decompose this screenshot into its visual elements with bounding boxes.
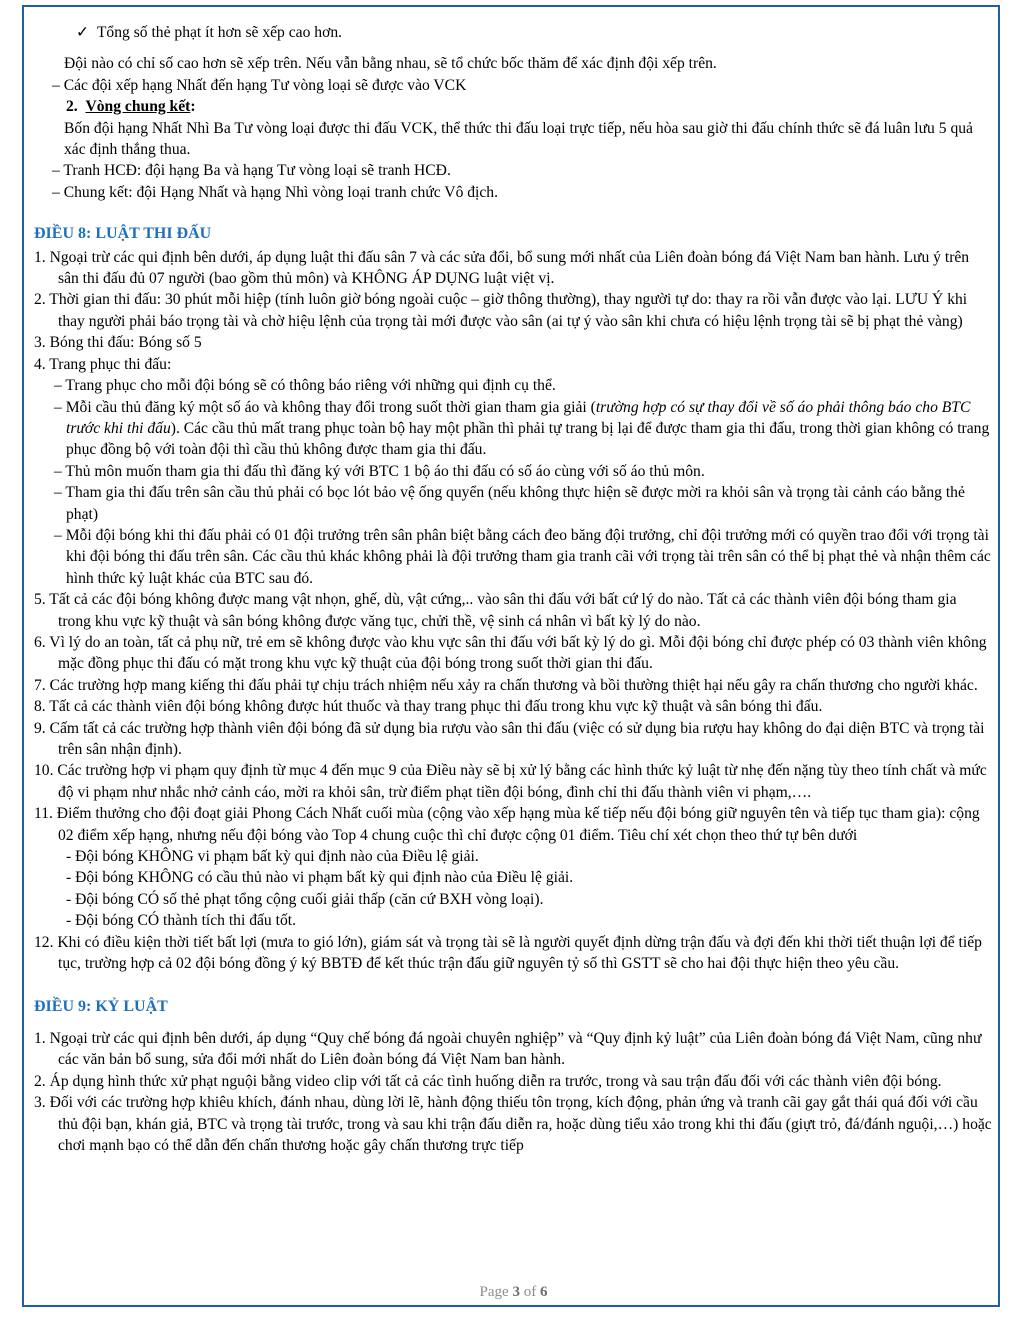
criteria-item-4: - Đội bóng CÓ thành tích thi đấu tốt. xyxy=(66,912,296,930)
ranking-note: Đội nào có chỉ số cao hơn sẽ xếp trên. Nếu vẫn bằng nhau, sẽ tổ chức bốc thăm để xác định đội xếp trên. xyxy=(64,55,717,73)
art9-item-1: 1. Ngoại trừ các qui định bên dưới, áp dụng “Quy chế bóng đá ngoài chuyên nghiệp” và “Quy định kỷ luật” của Liên đoàn bóng đá Việt Nam, cũng như các văn bản bổ sung, sửa đổi mới nhất do Liên đoàn bóng đá Việt Nam ban hành. xyxy=(34,1029,982,1069)
art8-item-1: 1. Ngoại trừ các qui định bên dưới, áp dụng luật thi đấu sân 7 và các sửa đổi, bổ sung mới nhất của Liên đoàn bóng đá Việt Nam ban hành. Lưu ý trên sân thi đấu đủ 07 người (bao gồm thủ môn) và KHÔNG ÁP DỤNG luật việt vị. xyxy=(34,248,970,288)
footer-page-number: 3 xyxy=(512,1284,520,1300)
art8-item-9: 9. Cấm tất cả các trường hợp thành viên đội bóng đã sử dụng bia rượu vào sân thi đấu (việc có sử dụng bia rượu hay không do đại diện BTC và trọng tài trên sân nhận định). xyxy=(34,719,985,758)
subheading-title: Vòng chung kết xyxy=(85,98,191,116)
checkmark-icon: ✓ xyxy=(76,24,90,41)
art8-item-11: 11. Điểm thưởng cho đội đoạt giải Phong Cách Nhất cuối mùa (cộng vào xếp hạng mùa kế tiếp nếu đội bóng giữ nguyên tên và tiếp tục tham gia): cộng 02 điểm xếp hạng, nhưng nếu đội bóng vào Top 4 chung cuộc thì chỉ được cộng 01 điểm. Tiêu chí xét chọn theo thứ tự bên dưới xyxy=(34,805,980,844)
subheading-colon: : xyxy=(190,98,196,116)
uniform-item-2 xyxy=(34,397,992,461)
page-footer xyxy=(0,1284,1027,1301)
article-8-heading: ĐIỀU 8: LUẬT THI ĐẤU xyxy=(34,225,212,243)
art9-item-3: 3. Đối với các trường hợp khiêu khích, đánh nhau, dùng lời lẽ, hành động thiếu tôn trọng, kích động, phản ứng và tranh cãi gay gắt thái quá đối với cầu thủ đội bạn, khán giả, BTC và trọng tài trước, trong và sau khi trận đấu diễn ra, hoặc dùng tiểu xảo trong khi thi đấu (giựt trỏ, đá/đánh nguội,…) hoặc chơi mạnh bạo có thể dẫn đến chấn thương hoặc gây chấn thương trực tiếp xyxy=(34,1094,992,1154)
uniform-item-4: – Tham gia thi đấu trên sân cầu thủ phải có bọc lót bảo vệ ống quyển (nếu không thực hiện sẽ được mời ra khỏi sân và trọng tài cảnh cáo bằng thẻ phạt) xyxy=(54,484,965,523)
final-match-item: – Chung kết: đội Hạng Nhất và hạng Nhì vòng loại tranh chức Vô địch. xyxy=(52,183,499,201)
art8-item-2: 2. Thời gian thi đấu: 30 phút mỗi hiệp (tính luôn giờ bóng ngoài cuộc – giờ thông thường), thay người tự do: thay ra rồi vẫn được vào lại. LƯU Ý khi thay người phải báo trọng tài và chờ hiệu lệnh của trọng tài mới được vào sân (ai tự ý vào sân khi chưa có hiệu lệnh trọng tài sẽ bị phạt thẻ vàng) xyxy=(34,291,968,330)
art8-item-4: 4. Trang phục thi đấu: xyxy=(34,355,172,373)
final-round-subheading xyxy=(34,96,992,117)
uniform-item-2-italic: trường hợp có sự thay đổi về số áo phải thông báo cho BTC trước khi thi đấu xyxy=(66,398,971,437)
subheading-number: 2. xyxy=(66,98,78,116)
uniform-item-2-a: – Mỗi cầu thủ đăng ký một số áo và không thay đổi trong suốt thời gian tham gia giải ( xyxy=(54,398,596,416)
footer-page-label: Page xyxy=(479,1284,509,1300)
footer-total-pages: 6 xyxy=(539,1284,548,1300)
check-item xyxy=(34,22,992,43)
final-round-description: Bốn đội hạng Nhất Nhì Ba Tư vòng loại được thi đấu VCK, thể thức thi đấu loại trực tiếp, nếu hòa sau giờ thi đấu chính thức sẽ đá luân lưu 5 quả xác định thắng thua. xyxy=(64,119,973,159)
vck-qualify-item: – Các đội xếp hạng Nhất đến hạng Tư vòng loại sẽ được vào VCK xyxy=(52,76,467,94)
footer-of-label: of xyxy=(523,1284,537,1300)
uniform-item-5: – Mỗi đội bóng khi thi đấu phải có 01 đội trưởng trên sân phân biệt bằng cách đeo băng đội trưởng, chỉ đội trưởng mới có quyền trao đổi với trọng tài khi đội bóng thi đấu trên sân. Các cầu thủ khác không phải là đội trưởng tham gia tranh cãi với trọng tài trên sân có thể bị phạt thẻ và nhận thêm các hình thức kỷ luật khác của BTC sau đó. xyxy=(54,526,991,587)
uniform-item-1: – Trang phục cho mỗi đội bóng sẽ có thông báo riêng với những qui định cụ thể. xyxy=(54,377,556,395)
art8-item-3: 3. Bóng thi đấu: Bóng số 5 xyxy=(34,334,202,352)
criteria-item-1: - Đội bóng KHÔNG vi phạm bất kỳ qui định nào của Điều lệ giải. xyxy=(66,848,479,866)
third-place-item: – Tranh HCĐ: đội hạng Ba và hạng Tư vòng loại sẽ tranh HCĐ. xyxy=(52,162,451,180)
criteria-item-2: - Đội bóng KHÔNG có cầu thủ nào vi phạm bất kỳ qui định nào của Điều lệ giải. xyxy=(66,869,574,887)
uniform-item-2-b: ). Các cầu thủ mất trang phục toàn bộ hay một phần thì phải tự trang bị lại để được tham gia thi đấu, trong thời gian không có trang phục đồng bộ với toàn đội thì cầu thủ không được tham gia thi đấu. xyxy=(66,419,990,459)
art8-item-5: 5. Tất cả các đội bóng không được mang vật nhọn, ghế, dù, vật cứng,.. vào sân thi đấu với bất cứ lý do nào. Tất cả các thành viên đội bóng tham gia trong khu vực kỹ thuật và sân bóng không được văng tục, chửi thề, vệ sinh cá nhân vì bất kỳ lý do nào. xyxy=(34,591,957,630)
document-body xyxy=(34,22,992,1156)
art9-item-2: 2. Áp dụng hình thức xử phạt nguội bằng video clip với tất cả các tình huống diễn ra trước, trong và sau trận đấu đối với các thành viên đội bóng. xyxy=(34,1072,942,1090)
art8-item-7: 7. Các trường hợp mang kiếng thi đấu phải tự chịu trách nhiệm nếu xảy ra chấn thương và bồi thường thiệt hại nếu gây ra chấn thương cho người khác. xyxy=(34,676,978,694)
art8-item-12: 12. Khi có điều kiện thời tiết bất lợi (mưa to gió lớn), giám sát và trọng tài sẽ là người quyết định dừng trận đấu và đợi đến khi thời tiết thuận lợi để tiếp tục, trường hợp cả 02 đội bóng đồng ý ký BBTĐ để kết thúc trận đấu giữ nguyên tỷ số thì GSTT sẽ cho hai đội thực hiện theo yêu cầu. xyxy=(34,933,982,973)
art8-item-10: 10. Các trường hợp vi phạm quy định từ mục 4 đến mục 9 của Điều này sẽ bị xử lý bằng các hình thức kỷ luật từ nhẹ đến nặng tùy theo tính chất và mức độ vi phạm như nhắc nhở cảnh cáo, mời ra khỏi sân, trừ điểm phạt tiền đội bóng, đình chỉ thi đấu thành viên vi phạm,…. xyxy=(34,762,987,801)
article-9-heading: ĐIỀU 9: KỶ LUẬT xyxy=(34,998,168,1016)
art8-item-8: 8. Tất cả các thành viên đội bóng không được hút thuốc và thay trang phục thi đấu trong khu vực kỹ thuật và sân bóng thi đấu. xyxy=(34,698,823,716)
check-item-text: Tổng số thẻ phạt ít hơn sẽ xếp cao hơn. xyxy=(96,24,343,41)
art8-item-6: 6. Vì lý do an toàn, tất cả phụ nữ, trẻ em sẽ không được vào khu vực sân thi đấu với bất kỳ lý do gì. Mỗi đội bóng chỉ được phép có 03 thành viên không mặc đồng phục thi đấu có mặt trong khu vực kỹ thuật của đội bóng trong suốt thời gian thi đấu. xyxy=(34,633,987,673)
uniform-item-3: – Thủ môn muốn tham gia thi đấu thì đăng ký với BTC 1 bộ áo thi đấu có số áo cùng với số áo thủ môn. xyxy=(54,462,705,480)
criteria-item-3: - Đội bóng CÓ số thẻ phạt tổng cộng cuối giải thấp (căn cứ BXH vòng loại). xyxy=(66,890,544,908)
